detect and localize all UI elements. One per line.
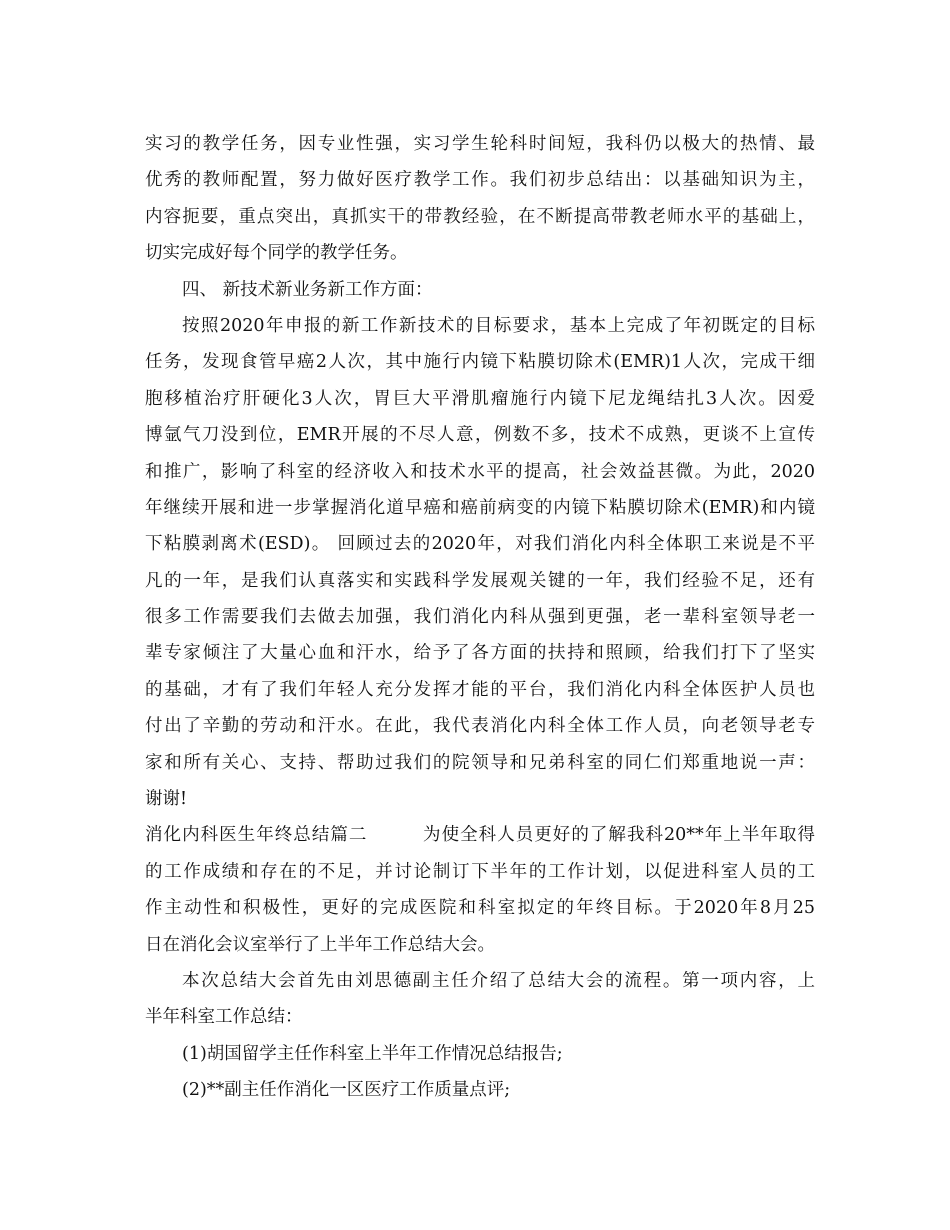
text-line: 优秀的教师配置，努力做好医疗教学工作。我们初步总结出：以基础知识为主， bbox=[145, 170, 815, 191]
text-line: 作主动性和积极性，更好的完成医院和科室拟定的年终目标。于2020年8月25 bbox=[145, 898, 815, 919]
document-body bbox=[145, 126, 815, 1109]
text-line: 胞移植治疗肝硬化3人次，胃巨大平滑肌瘤施行内镜下尼龙绳结扎3人次。因爱 bbox=[145, 388, 815, 409]
text-line: 本次总结大会首先由刘思德副主任介绍了总结大会的流程。第一项内容，上 bbox=[182, 970, 815, 991]
text-line: 年继续开展和进一步掌握消化道早癌和癌前病变的内镜下粘膜切除术(EMR)和内镜 bbox=[145, 497, 815, 518]
text-line: 付出了辛勤的劳动和汗水。在此，我代表消化内科全体工作人员，向老领导老专 bbox=[145, 716, 815, 737]
text-line: 辈专家倾注了大量心血和汗水，给予了各方面的扶持和照顾，给我们打下了坚实 bbox=[145, 643, 815, 664]
text-line: 四、 新技术新业务新工作方面： bbox=[182, 279, 433, 300]
text-line: 的工作成绩和存在的不足，并讨论制订下半年的工作计划，以促进科室人员的工 bbox=[145, 861, 815, 882]
text-line: 任务，发现食管早癌2人次，其中施行内镜下粘膜切除术(EMR)1人次，完成干细 bbox=[145, 352, 815, 373]
text-line: 下粘膜剥离术(ESD)。 回顾过去的2020年，对我们消化内科全体职工来说是不平 bbox=[145, 534, 815, 555]
text-line: 很多工作需要我们去做去加强，我们消化内科从强到更强，老一辈科室领导老一 bbox=[145, 607, 815, 628]
text-line: 家和所有关心、支持、帮助过我们的院领导和兄弟科室的同仁们郑重地说一声： bbox=[145, 752, 815, 773]
text-line: (1)胡国留学主任作科室上半年工作情况总结报告; bbox=[182, 1043, 563, 1064]
text-line: 按照2020年申报的新工作新技术的目标要求，基本上完成了年初既定的目标 bbox=[182, 315, 815, 336]
text-line: 谢谢! bbox=[145, 789, 188, 810]
text-line: 日在消化会议室举行了上半年工作总结大会。 bbox=[145, 934, 495, 955]
text-line: 凡的一年，是我们认真落实和实践科学发展观关键的一年，我们经验不足，还有 bbox=[145, 570, 815, 591]
text-line: 消化内科医生年终总结篇二 为使全科人员更好的了解我科20**年上半年取得 bbox=[145, 825, 815, 846]
text-line: 实习的教学任务，因专业性强，实习学生轮科时间短，我科仍以极大的热情、最 bbox=[145, 134, 815, 154]
text-line: 的基础，才有了我们年轻人充分发挥才能的平台，我们消化内科全体医护人员也 bbox=[145, 679, 815, 700]
text-line: 博氩气刀没到位，EMR开展的不尽人意，例数不多，技术不成熟，更谈不上宣传 bbox=[145, 425, 815, 446]
text-line: 半年科室工作总结： bbox=[145, 1007, 303, 1028]
text-line: 切实完成好每个同学的教学任务。 bbox=[145, 243, 408, 264]
text-line: (2)**副主任作消化一区医疗工作质量点评; bbox=[182, 1080, 511, 1101]
text-line: 内容扼要，重点突出，真抓实干的带教经验，在不断提高带教老师水平的基础上， bbox=[145, 206, 815, 227]
text-line: 和推广，影响了科室的经济收入和技术水平的提高，社会效益甚微。为此，2020 bbox=[145, 461, 815, 482]
